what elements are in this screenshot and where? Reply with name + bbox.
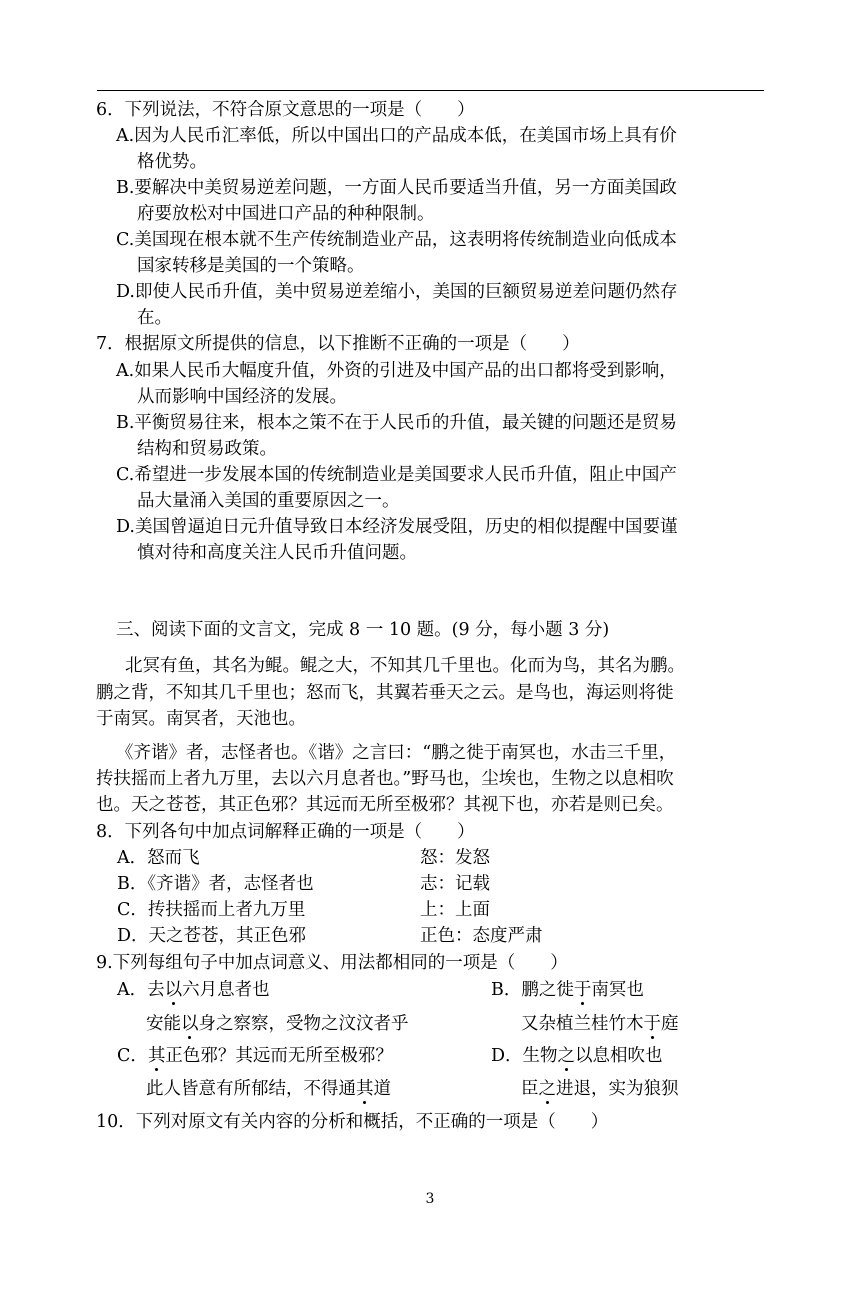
q7-option-c-cont: 品大量涌入美国的重要原因之一。 — [137, 491, 400, 511]
emphasis-dot-word: 以 — [164, 980, 183, 1000]
q7-option-a: A.如果人民币大幅度升值，外资的引进及中国产品的出口都将受到影响， — [116, 361, 677, 381]
q9-option-a-line1: A．去以六月息者也 — [117, 980, 270, 1000]
q8-stem: 8．下列各句中加点词解释正确的一项是（ ） — [96, 822, 475, 842]
q9-option-c-line2: 此人皆意有所郁结，不得通其道 — [146, 1079, 391, 1099]
emphasis-dot-word: 于 — [573, 980, 592, 1000]
passage-p1-line2: 鹏之背，不知其几千里也；怒而飞，其翼若垂天之云。是鸟也，海运则将徙 — [96, 683, 674, 703]
q7-option-b: B.平衡贸易往来，根本之策不在于人民币的升值，最关键的问题还是贸易 — [116, 413, 677, 433]
q8-option-d-sentence: D．天之苍苍，其正色邪 — [117, 926, 307, 946]
q6-option-a: A.因为人民币汇率低，所以中国出口的产品成本低，在美国市场上具有价 — [116, 126, 677, 146]
emphasis-dot-word: 之 — [557, 1046, 576, 1066]
q6-option-b-cont: 府要放松对中国进口产品的种种限制。 — [137, 204, 435, 224]
q7-option-c: C.希望进一步发展本国的传统制造业是美国要求人民币升值，阻止中国产 — [116, 465, 677, 485]
emphasis-dot-word: 之 — [538, 1079, 556, 1099]
q9-option-d-line1: D．生物之以息相吹也 — [491, 1046, 663, 1066]
passage-p1-line3: 于南冥。南冥者，天池也。 — [96, 709, 306, 729]
passage-p2-line3: 也。天之苍苍，其正色邪？其远而无所至极邪？其视下也，亦若是则已矣。 — [96, 795, 674, 815]
q6-option-d: D.即使人民币升值，美中贸易逆差缩小，美国的巨额贸易逆差问题仍然存 — [116, 282, 678, 302]
emphasis-dot-word: 于 — [643, 1014, 661, 1034]
q7-option-b-cont: 结构和贸易政策。 — [137, 439, 277, 459]
q7-option-d: D.美国曾逼迫日元升值导致日本经济发展受阻，历史的相似提醒中国要谨 — [116, 517, 678, 537]
emphasis-dot-word: 以 — [181, 1014, 199, 1034]
q8-option-d-meaning: 正色：态度严肃 — [420, 926, 543, 946]
passage-p1-line1: 北冥有鱼，其名为鲲。鲲之大，不知其几千里也。化而为鸟，其名为鹏。 — [125, 656, 685, 676]
q8-option-c-meaning: 上：上面 — [420, 900, 490, 920]
q6-option-d-cont: 在。 — [137, 308, 172, 328]
q8-option-c-sentence: C．抟扶摇而上者九万里 — [117, 900, 306, 920]
q8-option-a-meaning: 怒：发怒 — [420, 848, 490, 868]
q6-option-b: B.要解决中美贸易逆差问题，一方面人民币要适当升值，另一方面美国政 — [116, 178, 677, 198]
q9-option-b-line1: B．鹏之徙于南冥也 — [491, 980, 644, 1000]
q9-option-d-line2: 臣之进退，实为狼狈 — [521, 1079, 679, 1099]
q8-option-a-sentence: A．怒而飞 — [117, 848, 200, 868]
page-number: 3 — [425, 1191, 435, 1207]
section3-heading: 三、阅读下面的文言文，完成 8 一 10 题。(9 分，每小题 3 分) — [116, 620, 610, 640]
q6-option-a-cont: 格优势。 — [137, 152, 207, 172]
q6-option-c-cont: 国家转移是美国的一个策略。 — [137, 256, 365, 276]
q6-option-c: C.美国现在根本就不生产传统制造业产品，这表明将传统制造业向低成本 — [116, 230, 677, 250]
q9-option-a-line2: 安能以身之察察，受物之汶汶者乎 — [146, 1014, 409, 1034]
q7-option-d-cont: 慎对待和高度关注人民币升值问题。 — [137, 543, 417, 563]
q9-stem: 9.下列每组句子中加点词意义、用法都相同的一项是（ ） — [96, 953, 568, 973]
q8-option-b-sentence: B．《齐谐》者，志怪者也 — [117, 874, 314, 894]
header-rule — [97, 90, 764, 91]
q6-stem: 6．下列说法，不符合原文意思的一项是（ ） — [96, 100, 475, 120]
q9-option-c-line1: C．其正色邪？其远而无所至极邪？ — [117, 1046, 393, 1066]
emphasis-dot-word: 其 — [147, 1046, 166, 1066]
q7-option-a-cont: 从而影响中国经济的发展。 — [137, 387, 347, 407]
passage-p2-line2: 抟扶摇而上者九万里，去以六月息者也。”野马也，尘埃也，生物之以息相吹 — [96, 769, 674, 789]
emphasis-dot-word: 其 — [356, 1079, 374, 1099]
q7-stem: 7．根据原文所提供的信息，以下推断不正确的一项是（ ） — [96, 334, 580, 354]
passage-p2-line1: 《齐谐》者，志怪者也。《谐》之言曰：“鹏之徙于南冥也，水击三千里， — [116, 743, 677, 763]
q10-stem: 10．下列对原文有关内容的分析和概括，不正确的一项是（ ） — [96, 1112, 609, 1132]
q9-option-b-line2: 又杂植兰桂竹木于庭 — [521, 1014, 679, 1034]
q8-option-b-meaning: 志：记载 — [420, 874, 490, 894]
